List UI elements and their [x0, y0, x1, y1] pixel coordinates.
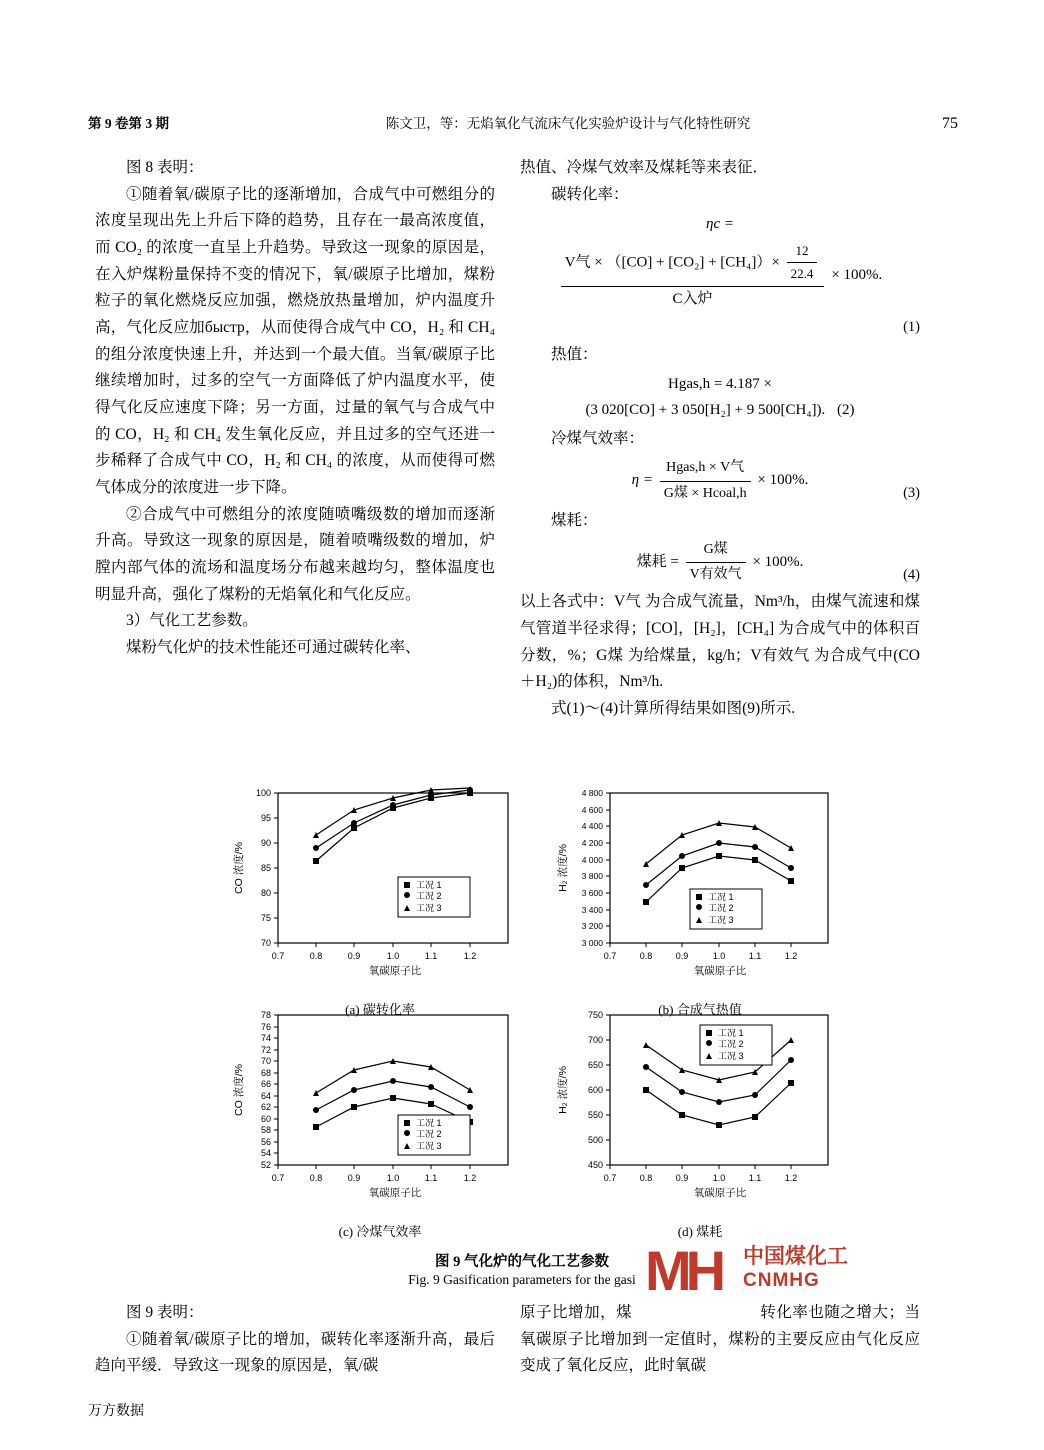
svg-text:氧碳原子比: 氧碳原子比 [368, 1187, 422, 1199]
caption-panel-a: (a) 碳转化率 [345, 1002, 415, 1017]
svg-text:1.0: 1.0 [386, 1173, 400, 1183]
watermark-company-cn: 中国煤化工 [743, 1245, 848, 1268]
svg-text:66: 66 [260, 1079, 271, 1089]
svg-text:90: 90 [260, 838, 271, 848]
legend-a-2: 工况 2 [416, 891, 442, 901]
legend-b-3: 工况 3 [708, 915, 734, 925]
svg-text:54: 54 [260, 1148, 271, 1158]
equation-4-denominator: V有效气 [689, 567, 742, 583]
svg-text:0.8: 0.8 [309, 1173, 323, 1183]
svg-text:650: 650 [587, 1060, 603, 1070]
legend-c-3: 工况 3 [416, 1141, 442, 1151]
svg-text:0.7: 0.7 [271, 951, 285, 961]
equation-3-lhs: η = [631, 472, 653, 489]
svg-text:CO 浓度/%: CO 浓度/% [233, 842, 245, 894]
svg-text:CO 浓度/%: CO 浓度/% [233, 1064, 245, 1116]
bottom-left-column [95, 1300, 495, 1380]
svg-text:600: 600 [587, 1085, 603, 1095]
svg-text:4 200: 4 200 [581, 838, 603, 848]
svg-text:0.7: 0.7 [271, 1173, 285, 1183]
equation-2-number: (2) [837, 402, 855, 419]
equation-3 [520, 456, 920, 505]
legend-a-1: 工况 1 [416, 880, 442, 890]
watermark-company-en: CNMHG [743, 1270, 820, 1291]
legend-c-1: 工况 1 [416, 1118, 442, 1128]
svg-text:氧碳原子比: 氧碳原子比 [368, 965, 422, 977]
paragraph-symbol-definitions: 以上各式中：V气 为合成气流量，Nm³/h，由煤气流速和煤气管道半径求得；[CO]，[H₂]，[CH₄] 为合成气中的体积百分数，%；G煤 为给煤量，kg/h；V有效气 为合成气中(CO＋H₂)的体积，Nm³/h. [520, 593, 920, 691]
chart-panel-d [540, 1007, 860, 1239]
legend-d-1: 工况 1 [718, 1028, 744, 1038]
svg-text:78: 78 [260, 1010, 271, 1020]
paragraph-fig8-intro: 图 8 表明： [126, 159, 204, 176]
svg-text:4 400: 4 400 [581, 821, 603, 831]
legend-b-1: 工况 1 [708, 892, 734, 902]
equation-3-denominator: G煤 × Hcoal,h [663, 485, 747, 501]
figure-title-cn: 图 9 气化炉的气化工艺参数 [435, 1254, 609, 1270]
svg-text:52: 52 [260, 1160, 271, 1170]
svg-text:3 600: 3 600 [581, 888, 603, 898]
svg-text:0.7: 0.7 [603, 951, 617, 961]
svg-text:95: 95 [260, 813, 271, 823]
chart-panel-c [220, 1007, 540, 1239]
right-column [520, 155, 920, 723]
equation-1 [520, 212, 920, 339]
running-header [88, 112, 958, 133]
svg-text:4 600: 4 600 [581, 805, 603, 815]
svg-text:1.1: 1.1 [424, 951, 438, 961]
equation-2-line1: Hgas,h = 4.187 × [668, 376, 772, 393]
figure-title-en: Fig. 9 Gasification parameters for the gasi [408, 1272, 636, 1287]
svg-text:500: 500 [587, 1135, 603, 1145]
svg-text:0.9: 0.9 [675, 1173, 689, 1183]
watermark-logo: MH [645, 1239, 721, 1302]
footer-source: 万方数据 [88, 1404, 144, 1419]
svg-text:0.8: 0.8 [639, 1173, 653, 1183]
svg-text:80: 80 [260, 888, 271, 898]
paragraph-section-3: 3）气化工艺参数。 [126, 612, 258, 630]
equation-4-number: (4) [903, 566, 920, 583]
svg-text:氧碳原子比: 氧碳原子比 [693, 1187, 747, 1199]
paragraph-point-1: ①随着氧/碳原子比的逐渐增加，合成气中可燃组分的浓度呈现出先上升后下降的趋势，且存在一最高浓度值，而 CO₂ 的浓度一直呈上升趋势。导致这一现象的原因是，在入炉煤粉量保持不变的情况下，氧/碳原子比增加，煤粉粒子的氧化燃烧反应加强，燃烧放热量增加，炉内温度升高，气化反应加быстр，从而使得合成气中 CO，H₂ 和 CH₄ 的组分浓度快速上升，并达到一个最大值。当氧/碳原子比继续增加时，过多的空气一方面降低了炉内温度水平，使得气化反应速度下降；另一方面，过量的氧气与合成气中的 CO，H₂ 和 CH₄ 发生氧化反应，并且过多的空气还进一步稀释了合成气中 CO，H₂ 和 CH₄ 的浓度，从而使得可燃气体成分的浓度进一步下降。 [95, 185, 495, 496]
paragraph-point-2: ②合成气中可燃组分的浓度随喷嘴级数的增加而逐渐升高。导致这一现象的原因是，随着喷嘴级数的增加，炉膛内部气体的流场和温度场分布越来越均匀，整体温度也明显升高，强化了煤粉的无焰氧化和气化反应。 [95, 505, 495, 603]
svg-text:1.2: 1.2 [784, 951, 798, 961]
paragraph-continued: 热值、冷煤气效率及煤耗等来表征． [520, 159, 769, 176]
caption-panel-c: (c) 冷煤气效率 [338, 1224, 422, 1239]
page-number: 75 [942, 115, 958, 132]
svg-text:0.9: 0.9 [347, 951, 361, 961]
svg-text:85: 85 [260, 863, 271, 873]
legend-d-3: 工况 3 [718, 1051, 744, 1061]
svg-text:3 800: 3 800 [581, 871, 603, 881]
header-volume: 第 9 卷第 3 期 [88, 116, 169, 131]
legend-b-2: 工况 2 [708, 903, 734, 913]
caption-panel-d: (d) 煤耗 [677, 1224, 723, 1239]
equation-3-tail: × 100%. [757, 472, 809, 489]
svg-text:3 000: 3 000 [581, 938, 603, 948]
equation-3-numerator: Hgas,h × V气 [660, 456, 751, 481]
equation-3-number: (3) [903, 484, 920, 501]
svg-text:1.0: 1.0 [712, 951, 726, 961]
svg-text:1.0: 1.0 [386, 951, 400, 961]
paragraph-fig9-intro: 图 9 表明： [126, 1304, 204, 1321]
svg-text:76: 76 [260, 1022, 271, 1032]
svg-text:3 200: 3 200 [581, 921, 603, 931]
svg-text:1.0: 1.0 [712, 1173, 726, 1183]
equation-1-number: (1) [903, 318, 920, 335]
svg-text:1.2: 1.2 [784, 1173, 798, 1183]
bottom-right-column [520, 1300, 920, 1380]
label-carbon-conversion: 碳转化率： [551, 185, 629, 203]
svg-text:70: 70 [260, 1056, 271, 1066]
svg-text:700: 700 [587, 1035, 603, 1045]
equation-4-numerator: G煤 [686, 538, 746, 563]
paragraph-section-3-body: 煤粉气化炉的技术性能还可通过碳转化率、 [126, 638, 421, 656]
svg-text:62: 62 [260, 1102, 271, 1112]
equation-1-denominator: C入炉 [672, 290, 713, 307]
svg-text:750: 750 [587, 1010, 603, 1020]
svg-text:70: 70 [260, 938, 271, 948]
svg-text:0.8: 0.8 [639, 951, 653, 961]
svg-text:0.9: 0.9 [675, 951, 689, 961]
equation-1-lhs: ηc = [706, 216, 734, 233]
svg-text:450: 450 [587, 1160, 603, 1170]
svg-text:0.8: 0.8 [309, 951, 323, 961]
svg-text:68: 68 [260, 1068, 271, 1078]
svg-text:1.2: 1.2 [463, 1173, 477, 1183]
equation-1-frac-num: 12 [787, 240, 818, 263]
svg-text:1.1: 1.1 [748, 951, 762, 961]
label-cold-gas-efficiency: 冷煤气效率： [551, 429, 645, 447]
svg-text:58: 58 [260, 1125, 271, 1135]
svg-text:100: 100 [255, 788, 271, 798]
svg-text:4 800: 4 800 [581, 788, 603, 798]
svg-text:3 400: 3 400 [581, 905, 603, 915]
equation-1-numerator: V气 × （[CO] + [CO₂] + [CH₄]）× [564, 254, 780, 271]
equation-4-lhs: 煤耗 = [636, 554, 679, 571]
svg-text:H₂ 浓度/%: H₂ 浓度/% [557, 1066, 569, 1114]
svg-text:1.1: 1.1 [424, 1173, 438, 1183]
svg-text:72: 72 [260, 1045, 271, 1055]
equation-2-line2: (3 020[CO] + 3 050[H₂] + 9 500[CH₄]). [585, 402, 826, 419]
svg-text:0.7: 0.7 [603, 1173, 617, 1183]
paragraph-result-reference: 式(1)～(4)计算所得结果如图(9)所示. [551, 700, 796, 718]
caption-panel-b: (b) 合成气热值 [658, 1002, 742, 1017]
svg-text:60: 60 [260, 1114, 271, 1124]
svg-text:75: 75 [260, 913, 271, 923]
svg-text:1.2: 1.2 [463, 951, 477, 961]
paragraph-fig9-point-1: ①随着氧/碳原子比的增加，碳转化率逐渐升高，最后趋向平缓．导致这一现象的原因是，氧/碳 [95, 1330, 495, 1375]
svg-text:56: 56 [260, 1137, 271, 1147]
equation-1-frac-den: 22.4 [790, 266, 814, 282]
label-heating-value: 热值： [551, 345, 598, 363]
paragraph-fig9-continued: 原子比增加，煤 转化率也随之增大；当氧碳原子比增加到一定值时，煤粉的主要反应由气化反应变成了氧化反应，此时氧碳 [520, 1304, 920, 1375]
equation-2 [520, 372, 920, 424]
label-coal-consumption: 煤耗： [551, 511, 598, 529]
equation-4-tail: × 100%. [752, 554, 804, 571]
legend-a-3: 工况 3 [416, 903, 442, 913]
equation-1-tail: × 100%. [831, 267, 883, 284]
svg-text:1.1: 1.1 [748, 1173, 762, 1183]
svg-text:74: 74 [260, 1033, 271, 1043]
legend-c-2: 工况 2 [416, 1129, 442, 1139]
equation-4 [520, 538, 920, 587]
header-article-title: 陈文卫，等：无焰氧化气流床气化实验炉设计与气化特性研究 [385, 116, 751, 131]
svg-text:H₂ 浓度/%: H₂ 浓度/% [557, 844, 569, 892]
svg-text:氧碳原子比: 氧碳原子比 [693, 965, 747, 977]
svg-text:550: 550 [587, 1110, 603, 1120]
svg-text:64: 64 [260, 1091, 271, 1101]
left-column [95, 155, 495, 661]
legend-d-2: 工况 2 [718, 1039, 744, 1049]
figure-9-panels [210, 785, 870, 1239]
svg-text:4 000: 4 000 [581, 855, 603, 865]
svg-text:0.9: 0.9 [347, 1173, 361, 1183]
